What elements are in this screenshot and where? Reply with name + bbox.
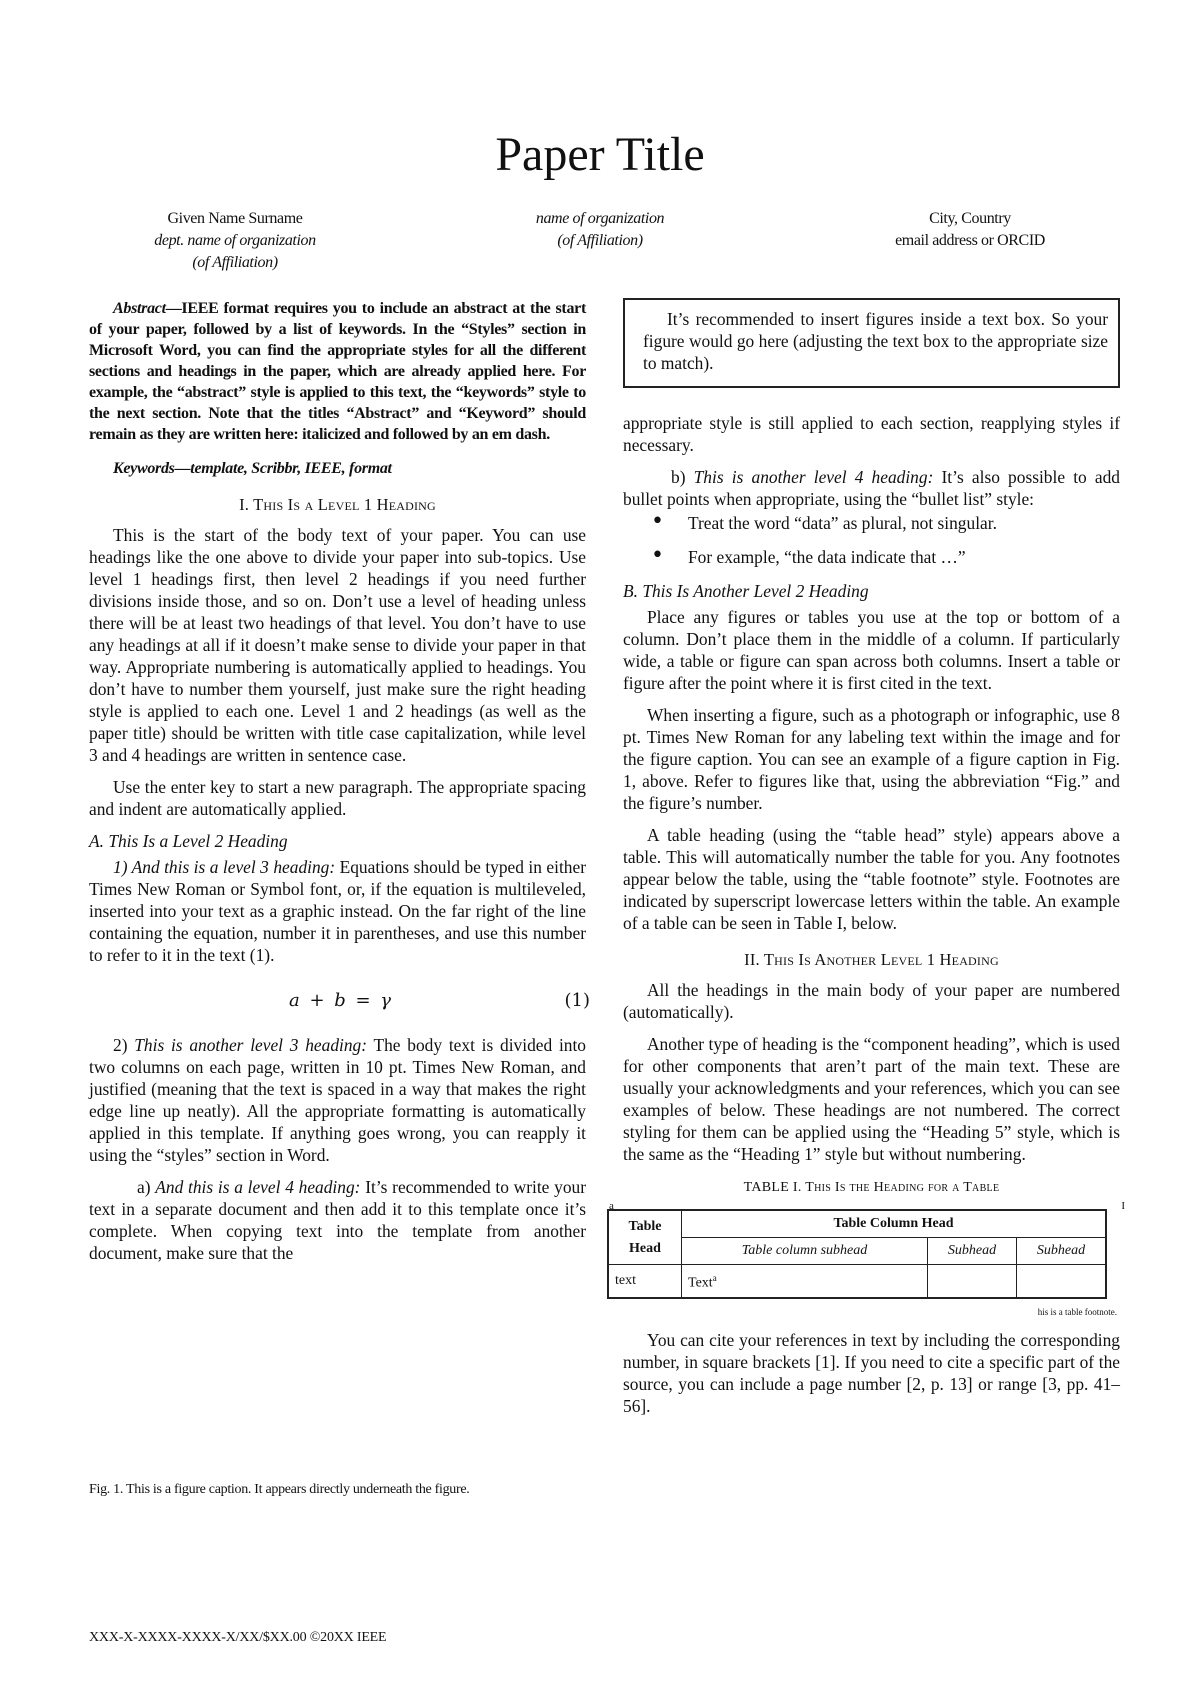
subsection-heading-b: B. This Is Another Level 2 Heading (623, 581, 869, 601)
figure-caption: Fig. 1. This is a figure caption. It appears directly underneath the figure. (89, 1482, 470, 1497)
author-dept: dept. name of organization (154, 232, 316, 249)
left-column (89, 298, 590, 1264)
body-paragraph: Another type of heading is the “component heading”, which is used for other components that aren’t part of the main text. These are usually your acknowledgments and your references, which you can see examples of below. These headings are not numbered. The correct styling for them can be applied using the “Heading 5” style, which is the same as the “Heading 1” style but without numbering. (623, 1034, 1120, 1164)
table-row (608, 1265, 1106, 1299)
keywords-text: —template, Scribbr, IEEE, format (174, 460, 392, 477)
level4-number: a) (137, 1177, 156, 1197)
table-heading: TABLE I. This Is the Heading for a Table (743, 1180, 1000, 1195)
figure-box-text: It’s recommended to insert figures inside a text box. So your figure would go here (adjusting the text box to the appropriate size to match). (643, 309, 1108, 373)
right-column (609, 298, 1125, 1417)
copyright-footer: XXX-X-XXXX-XXXX-X/XX/$XX.00 ©20XX IEEE (89, 1630, 387, 1645)
table-cell (682, 1265, 928, 1299)
body-paragraph: When inserting a figure, such as a photograph or infographic, use 8 pt. Times New Roman for any labeling text within the image and for the figure caption. You can see an example of a figure caption in Fig. 1, above. Refer to figures like that, using the abbreviation “Fig.” and the figure’s number. (623, 705, 1120, 813)
level3-text: The body text is divided into two columns on each page, written in 10 pt. Times New Roman, and justified (meaning that the text is spaced in a way that makes the right edge line up neatly). All the appropriate formatting is automatically applied in this template. If anything goes wrong, you can reapply it using the “styles” section in Word. (89, 1035, 586, 1165)
level4-paragraph (623, 466, 1120, 510)
abstract-lead: Abstract (113, 300, 166, 317)
body-paragraph: appropriate style is still applied to each section, reapplying styles if necessary. (623, 413, 1120, 455)
bullet-list (623, 512, 1120, 568)
table-footnote-mark: a (712, 1273, 717, 1284)
level3-paragraph (89, 1034, 586, 1166)
body-paragraph: Use the enter key to start a new paragraph. The appropriate spacing and indent are automatically applied. (89, 777, 586, 819)
level3-number: 2) (113, 1035, 135, 1055)
table-cell: text (608, 1265, 682, 1299)
level3-text: Equations should be typed in either Times New Roman or Symbol font, or, if the equation is multileveled, inserted into your text as a graphic instead. On the far right of the line containing the equation, number it in parentheses, and use this number to refer to it in the text (1). (89, 857, 587, 965)
body-paragraph: Place any figures or tables you use at the top or bottom of a column. Don’t place them in the middle of a column. If particularly wide, a table or figure can span across both columns. Insert a table or figure after the point where it is first cited in the text. (623, 607, 1120, 693)
author-organization: name of organization (535, 210, 665, 227)
level3-heading: This is another level 3 heading: (134, 1035, 368, 1055)
keywords-lead: Keywords (113, 460, 175, 477)
body-paragraph: All the headings in the main body of your paper are numbered (automatically). (623, 980, 1120, 1022)
table-wrapper (607, 1200, 1125, 1323)
table-cell-text: Text (688, 1275, 713, 1291)
level4-number: b) (671, 467, 694, 487)
author-affiliation: (of Affiliation) (192, 254, 278, 271)
table-cell (928, 1265, 1017, 1299)
author-affiliation: (of Affiliation) (557, 232, 643, 249)
table-subhead: Subhead (928, 1238, 1017, 1265)
paper-title: Paper Title (495, 128, 705, 181)
table-marker-left: a (609, 1200, 614, 1212)
author-block-1 (85, 208, 385, 274)
table-marker-right: I (1121, 1200, 1125, 1212)
level3-paragraph (89, 856, 586, 966)
table-head-cell: Table Head (608, 1210, 682, 1265)
table-column-head: Table Column Head (682, 1210, 1107, 1238)
table-row (608, 1238, 1106, 1265)
author-name: Given Name Surname (167, 210, 303, 227)
level3-heading: 1) And this is a level 3 heading: (113, 857, 336, 877)
equation-number: (1) (564, 990, 590, 1011)
level4-heading: And this is a level 4 heading: (155, 1177, 361, 1197)
body-paragraph: This is the start of the body text of your paper. You can use headings like the one above to divide your paper into sub-topics. Use level 1 headings first, then level 2 headings if you need further divisions inside those, and so on. Don’t use a level of heading unless there will be at least two headings of that level. You don’t have to use any headings at all if it doesn’t make sense to divide your paper in that way. Appropriate numbering is automatically applied to headings. You don’t have to number them yourself, just make sure the right heading style is applied to each one. Level 1 and 2 headings (as well as the paper title) should be written with title case capitalization, while level 3 and 4 headings are written in sentence case. (89, 525, 586, 765)
author-block-3 (820, 208, 1120, 252)
level4-heading: This is another level 4 heading: (693, 467, 934, 487)
equation (89, 984, 590, 1034)
table-footnote: his is a table footnote. (1037, 1307, 1117, 1317)
table-subhead: Subhead (1017, 1238, 1107, 1265)
level4-paragraph (89, 1176, 586, 1264)
figure-text-box (623, 298, 1120, 388)
abstract (89, 298, 586, 445)
abstract-text: —IEEE format requires you to include an abstract at the start of your paper, followed by a list of keywords. In the “Styles” section in Microsoft Word, you can find the appropriate styles for all the different sections and headings in the paper, which are already applied here. For example, the “abstract” style is applied to this text, the “keywords” style to the next section. Note that the titles “Abstract” and “Keyword” should remain as they are written here: italicized and followed by an em dash. (89, 300, 586, 443)
author-block-2 (450, 208, 750, 252)
body-paragraph: A table heading (using the “table head” style) appears above a table. This will automatically number the table for you. Any footnotes appear below the table, using the “table footnote” style. Footnotes are indicated by superscript lowercase letters within the table. An example of a table can be seen in Table I, below. (623, 825, 1120, 933)
body-paragraph: You can cite your references in text by including the corresponding number, in square brackets [1]. If you need to cite a specific part of the source, you can include a page number [2, p. 13] or range [3, pp. 41–56]. (623, 1330, 1120, 1416)
section-heading-2: II. This Is Another Level 1 Heading (744, 950, 999, 969)
keywords (89, 458, 586, 479)
bullet-item: • Treat the word “data” as plural, not singular. (623, 512, 1120, 534)
table-cell (1017, 1265, 1107, 1299)
level4-text: It’s also possible to add bullet points when appropriate, using the “bullet list” style: (623, 467, 1120, 509)
data-table (607, 1209, 1107, 1299)
bullet-item: • For example, “the data indicate that …” (623, 546, 1120, 568)
level4-text: It’s recommended to write your text in a separate document and then add it to this template once it’s complete. When copying text into the template from another document, make sure that the (89, 1177, 586, 1263)
subsection-heading-a: A. This Is a Level 2 Heading (89, 831, 288, 851)
equation-expression: a + b = γ (289, 990, 394, 1011)
table-row (608, 1210, 1106, 1238)
author-email: email address or ORCID (895, 232, 1045, 249)
table-subhead: Table column subhead (682, 1238, 928, 1265)
author-city: City, Country (929, 210, 1011, 227)
section-heading-1: I. This Is a Level 1 Heading (239, 495, 436, 514)
